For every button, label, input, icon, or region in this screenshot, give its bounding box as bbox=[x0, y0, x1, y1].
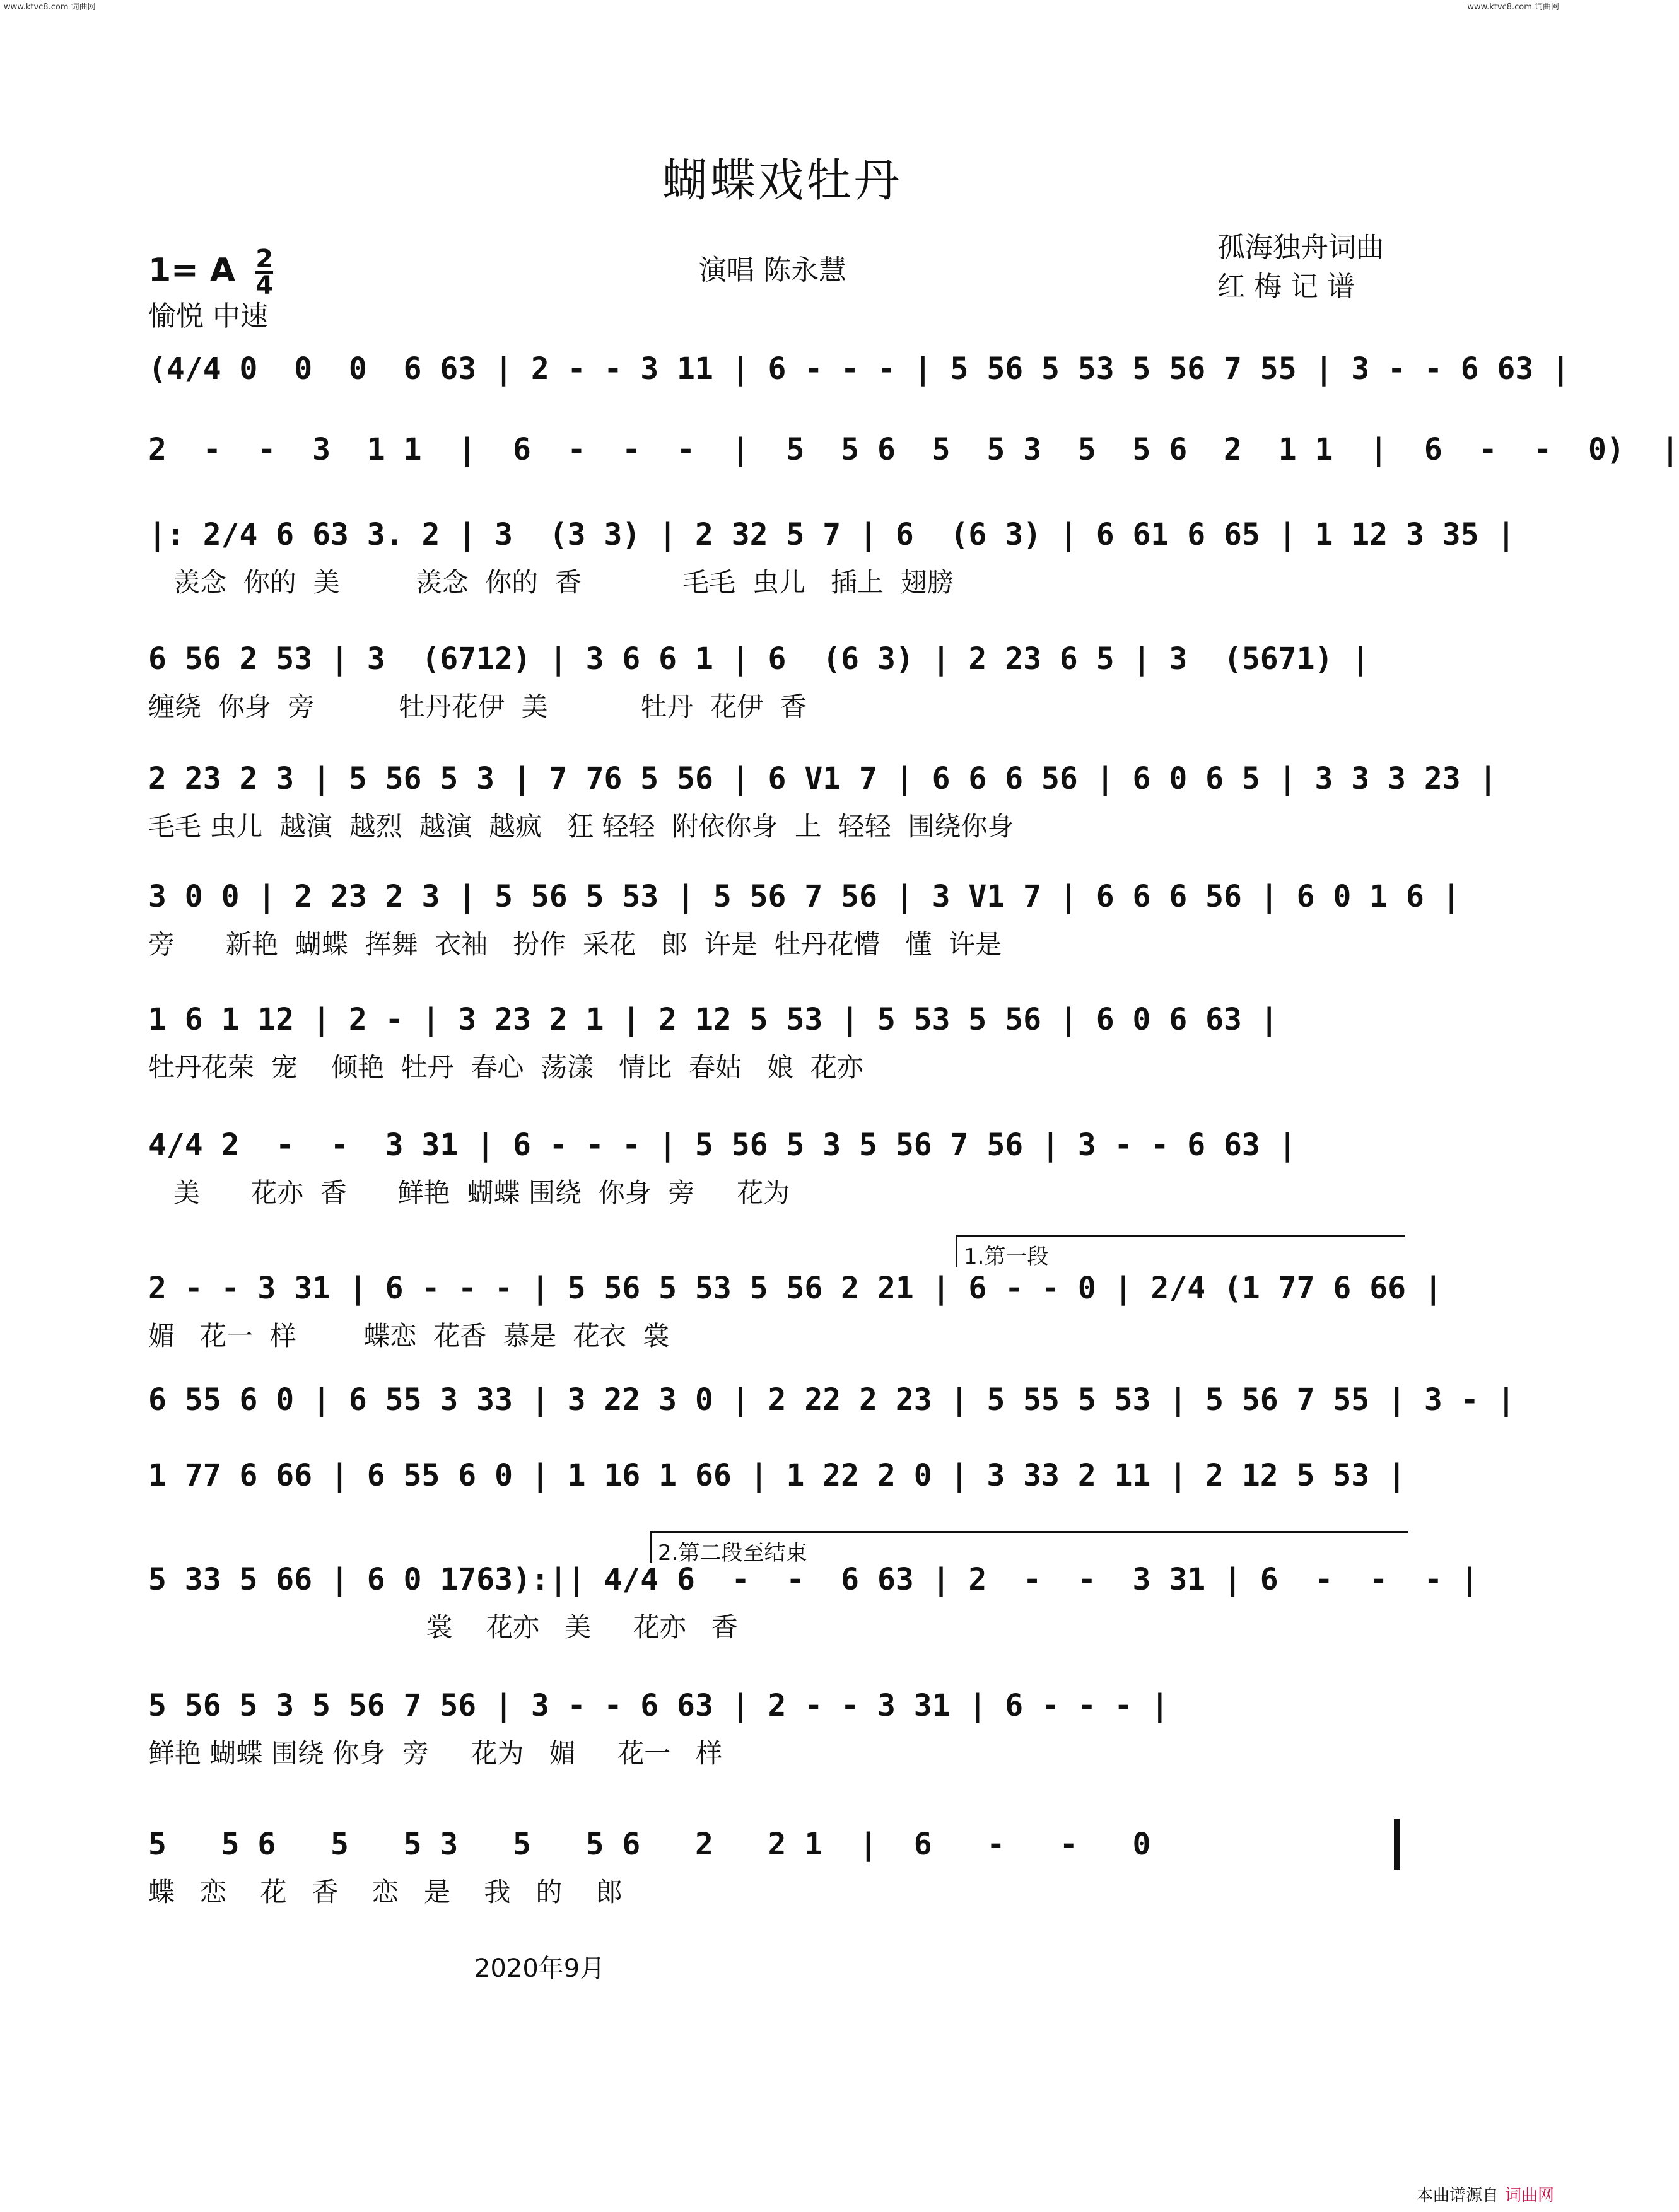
header-source-right: www.ktvc8.com 词曲网 bbox=[1467, 3, 1559, 12]
author-line-2: 红 梅 记 谱 bbox=[1217, 271, 1355, 303]
score-row bbox=[148, 871, 1461, 979]
lyric-line: 旁 新艳 蝴蝶 挥舞 衣袖 扮作 采花 郎 许是 牡丹花懵 懂 许是 bbox=[148, 929, 1002, 960]
time-signature bbox=[255, 247, 273, 298]
lyric-line: 媚 花一 样 蝶恋 花香 慕是 花衣 裳 bbox=[148, 1320, 670, 1351]
notation-line: 2 - - 3 31 | 6 - - - | 5 56 5 53 5 56 2 21 | 6 - - 0 | 2/4 (1 77 6 66 | bbox=[148, 1271, 1442, 1306]
notation-line: |: 2/4 6 63 3. 2 | 3 (3 3) | 2 32 5 7 | 6 (6 3) | 6 61 6 65 | 1 12 3 35 | bbox=[148, 517, 1516, 552]
time-signature-bottom: 4 bbox=[255, 271, 274, 300]
lyric-line: 裳 花亦 美 花亦 香 bbox=[148, 1612, 738, 1643]
song-title: 蝴蝶戏牡丹 bbox=[662, 154, 902, 207]
footer-brand: 词曲网 bbox=[1504, 2186, 1554, 2205]
final-barline bbox=[1394, 1819, 1400, 1870]
tempo-marking: 愉悦 中速 bbox=[148, 300, 268, 332]
notation-line: (4/4 0 0 0 6 63 | 2 - - 3 11 | 6 - - - | 5 56 5 53 5 56 7 55 | 3 - - 6 63 | bbox=[148, 351, 1571, 387]
lyric-line: 缠绕 你身 旁 牡丹花伊 美 牡丹 花伊 香 bbox=[148, 691, 807, 722]
score-row bbox=[148, 754, 1497, 861]
key-signature bbox=[148, 247, 273, 298]
volta-bracket-second-ending: 2.第二段至结束 bbox=[650, 1531, 1408, 1563]
lyric-line: 美 花亦 香 鲜艳 蝴蝶 围绕 你身 旁 花为 bbox=[148, 1177, 790, 1208]
score-row bbox=[148, 1819, 1410, 1926]
notation-line: 2 23 2 3 | 5 56 5 3 | 7 76 5 56 | 6 V1 7 | 6 6 6 56 | 6 0 6 5 | 3 3 3 23 | bbox=[148, 761, 1497, 796]
date-note: 2020年9月 bbox=[474, 1954, 605, 1983]
lyric-line: 鲜艳 蝴蝶 围绕 你身 旁 花为 媚 花一 样 bbox=[148, 1738, 723, 1769]
score-row bbox=[148, 1554, 1479, 1662]
score-row bbox=[148, 634, 1410, 741]
notation-line: 6 56 2 53 | 3 (6712) | 3 6 6 1 | 6 (6 3) | 2 23 6 5 | 3 (5671) | bbox=[148, 641, 1370, 677]
score-row bbox=[148, 1263, 1442, 1370]
header-source-left: www.ktvc8.com 词曲网 bbox=[4, 3, 96, 12]
lyric-line: 羡念 你的 美 羡念 你的 香 毛毛 虫儿 插上 翅膀 bbox=[148, 567, 954, 598]
author-credit bbox=[1217, 228, 1384, 306]
score-row bbox=[148, 509, 1516, 617]
lyric-line: 蝶 恋 花 香 恋 是 我 的 郎 bbox=[148, 1877, 623, 1907]
time-signature-top: 2 bbox=[255, 245, 274, 274]
footer-text: 本曲谱源自 bbox=[1416, 2186, 1499, 2205]
notation-line: 4/4 2 - - 3 31 | 6 - - - | 5 56 5 3 5 56 7 56 | 3 - - 6 63 | bbox=[148, 1127, 1297, 1163]
notation-line: 1 6 1 12 | 2 - | 3 23 2 1 | 2 12 5 53 | 5 53 5 56 | 6 0 6 63 | bbox=[148, 1002, 1278, 1037]
singer-credit: 演唱 陈永慧 bbox=[699, 254, 846, 286]
footer-source bbox=[1417, 2182, 1554, 2206]
score-row bbox=[148, 1680, 1410, 1788]
notation-line: 3 0 0 | 2 23 2 3 | 5 56 5 53 | 5 56 7 56 | 3 V1 7 | 6 6 6 56 | 6 0 1 6 | bbox=[148, 879, 1461, 914]
notation-line: 5 5 6 5 5 3 5 5 6 2 2 1 | 6 - - 0 bbox=[148, 1827, 1151, 1862]
volta-bracket-first-ending: 1.第一段 bbox=[956, 1235, 1405, 1267]
score-row bbox=[148, 1120, 1410, 1227]
notation-line: 1 77 6 66 | 6 55 6 0 | 1 16 1 66 | 1 22 2 0 | 3 33 2 11 | 2 12 5 53 | bbox=[148, 1458, 1406, 1493]
author-line-1: 孤海独舟词曲 bbox=[1217, 231, 1384, 264]
lyric-line: 牡丹花荣 宠 倾艳 牡丹 春心 荡漾 情比 春姑 娘 花亦 bbox=[148, 1052, 863, 1083]
notation-line: 5 33 5 66 | 6 0 1763):|| 4/4 6 - - 6 63 | 2 - - 3 31 | 6 - - - | bbox=[148, 1562, 1479, 1597]
notation-line: 5 56 5 3 5 56 7 56 | 3 - - 6 63 | 2 - - 3 31 | 6 - - - | bbox=[148, 1688, 1169, 1723]
notation-line: 2 - - 3 1 1 | 6 - - - | 5 5 6 5 5 3 5 5 6 2 1 1 | 6 - - 0) | bbox=[148, 432, 1679, 467]
lyric-line: 毛毛 虫儿 越演 越烈 越演 越疯 狂 轻轻 附依你身 上 轻轻 围绕你身 bbox=[148, 811, 1014, 842]
score-row bbox=[148, 994, 1410, 1102]
key-label: 1= A bbox=[148, 252, 236, 289]
notation-line: 6 55 6 0 | 6 55 3 33 | 3 22 3 0 | 2 22 2 23 | 5 55 5 53 | 5 56 7 55 | 3 - | bbox=[148, 1382, 1516, 1417]
